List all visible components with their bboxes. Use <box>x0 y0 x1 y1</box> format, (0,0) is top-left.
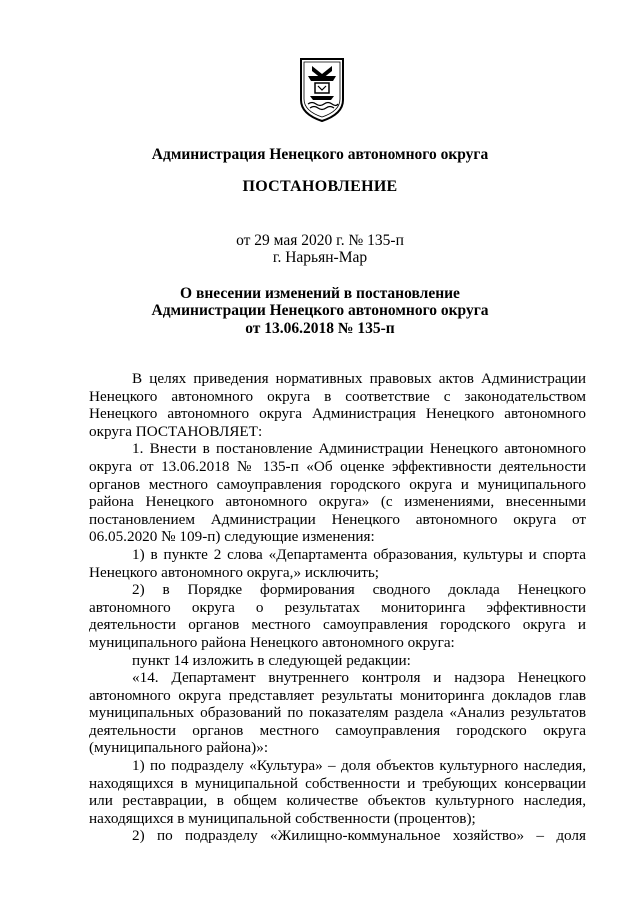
item-14-text-paragraph: «14. Департамент внутреннего контроля и надзора Ненецкого автономного округа представляет результаты мониторинга докладов глав муниципальных образований по показателям раздела «Анализ результатов деятельности органов местного самоуправления городского округа (муниципального района)»: <box>89 669 586 757</box>
clause-1-paragraph: 1. Внести в постановление Администрации Ненецкого автономного округа от 13.06.2018 № 135-п «Об оценке эффективности деятельности органов местного самоуправления городского округа и муниципального района Ненецкого автономного округа» (с изменениями, внесенными постановлением Администрации Ненецкого автономного округа от 06.05.2020 № 109-п) следующие изменения: <box>89 440 586 546</box>
document-date-number: от 29 мая 2020 г. № 135-п <box>236 232 404 249</box>
coat-of-arms-icon <box>298 56 346 124</box>
organization-name: Администрация Ненецкого автономного округа <box>151 146 489 163</box>
subclause-2-paragraph: 2) в Порядке формирования сводного доклада Ненецкого автономного округа о результатах мониторинга эффективности деятельности органов местного самоуправления городского округа и муниципального района Ненецкого автономного округа: <box>89 581 586 651</box>
housing-subsection-paragraph: 2) по подразделу «Жилищно-коммунальное хозяйство» – доля <box>132 827 586 845</box>
document-city: г. Нарьян-Мар <box>272 249 368 266</box>
subclause-1-paragraph: 1) в пункте 2 слова «Департамента образования, культуры и спорта Ненецкого автономного округа,» исключить; <box>89 545 586 581</box>
document-type: ПОСТАНОВЛЕНИЕ <box>242 178 398 195</box>
preamble-paragraph: В целях приведения нормативных правовых актов Администрации Ненецкого автономного округа в соответствие с законодательством Ненецкого автономного округа Администрация Ненецкого автономного округа ПОСТАНОВЛЯЕТ: <box>89 370 586 440</box>
document-body <box>89 370 586 845</box>
document-title-line-3: от 13.06.2018 № 135-п <box>245 320 395 337</box>
culture-subsection-paragraph: 1) по подразделу «Культура» – доля объектов культурного наследия, находящихся в муниципальной собственности и требующих консервации или реставрации, в общем количестве объектов культурного наследия, находящихся в муниципальной собственности (процентов); <box>89 757 586 827</box>
document-title-line-2: Администрации Ненецкого автономного округа <box>151 302 489 319</box>
item-14-intro-paragraph: пункт 14 изложить в следующей редакции: <box>132 651 411 669</box>
document-title-line-1: О внесении изменений в постановление <box>180 285 460 302</box>
